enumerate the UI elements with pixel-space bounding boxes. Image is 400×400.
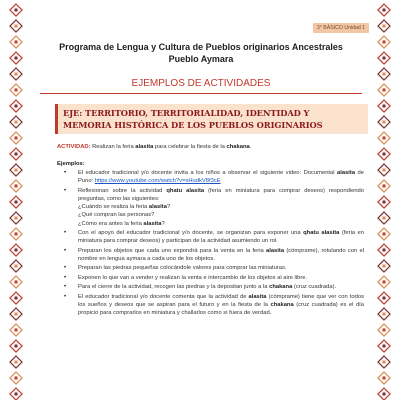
list-item	[64, 247, 364, 263]
item-text: Preparan las piedras pequeñas colocándole valores para comprar las miniaturas.	[78, 265, 287, 272]
item-text: (feria en miniatura para comprar deseos) y participan de la actividad asumiendo un rol.	[78, 230, 364, 245]
border-dot	[383, 57, 386, 60]
item-text: Para el cierre de la actividad, recogen las piedras y la depositan junto a la	[78, 284, 270, 291]
border-dot	[383, 233, 386, 236]
border-dot	[383, 153, 386, 156]
border-dot	[383, 89, 386, 92]
border-dot	[15, 345, 18, 348]
border-dot	[15, 361, 18, 364]
left-border-pattern	[9, 0, 23, 400]
item-term: qhatu alasita	[166, 187, 205, 194]
bullet-icon: •	[64, 187, 67, 194]
right-border-pattern	[377, 0, 391, 400]
item-text: (cómprame), rotulando con el nombre en lengua aymara a cada uno de los objetos.	[78, 247, 364, 262]
item-term: chakana	[269, 284, 293, 291]
item-term: qhatu alasita	[303, 230, 340, 237]
item-term: alasita	[266, 247, 285, 254]
border-dot	[383, 329, 386, 332]
bullet-icon: •	[64, 230, 67, 237]
border-dot	[15, 329, 18, 332]
border-dot	[15, 73, 18, 76]
list-item	[64, 274, 364, 282]
item-text: (cruz cuadrada).	[292, 284, 337, 291]
actividad-text: para celebrar la fiesta de la	[153, 144, 227, 150]
border-dot	[15, 137, 18, 140]
border-dot	[15, 169, 18, 172]
border-dot	[383, 185, 386, 188]
border-dot	[383, 393, 386, 396]
bullet-icon: •	[64, 265, 67, 272]
border-dot	[15, 217, 18, 220]
border-dot	[15, 313, 18, 316]
border-dot	[383, 361, 386, 364]
section-title: EJEMPLOS DE ACTIVIDADES	[131, 78, 271, 89]
item-text: Exponen lo que van a vender y realizan la venta e intercambio de los objetos al aire libre.	[78, 274, 308, 281]
border-dot	[15, 41, 18, 44]
bullet-icon: •	[64, 284, 67, 291]
section-underline	[40, 93, 362, 94]
item-text: Reflexionan sobre la actividad	[78, 187, 167, 194]
item-text: Con el apoyo del educador tradicional y/o docente, se organizan para exponer una	[78, 230, 304, 237]
border-dot	[383, 201, 386, 204]
question-text: ?	[161, 220, 165, 227]
actividad-label: ACTIVIDAD:	[57, 144, 91, 150]
border-dot	[15, 281, 18, 284]
item-text: El educador tradicional y/o docente comenta que la actividad de	[78, 293, 249, 300]
actividad-term: alasita	[135, 144, 154, 150]
border-dot	[15, 57, 18, 60]
bullet-icon: •	[64, 247, 67, 254]
question-text: ¿Qué compran las personas?	[78, 212, 155, 219]
list-item	[64, 187, 364, 228]
item-term: chakana	[270, 302, 294, 309]
border-dot	[15, 377, 18, 380]
border-dot	[383, 313, 386, 316]
list-item	[64, 293, 364, 318]
border-dot	[383, 73, 386, 76]
border-dot	[15, 105, 18, 108]
border-dot	[383, 137, 386, 140]
bullet-icon: •	[64, 274, 67, 281]
border-dot	[15, 233, 18, 236]
left-decorative-border	[9, 0, 23, 400]
item-text: (cómprame) tiene que ver con todos los sueños y deseos que se aspiran para el futuro y en la fiesta de la	[78, 293, 364, 309]
eje-box	[55, 104, 368, 134]
border-dot	[383, 41, 386, 44]
border-dot	[383, 265, 386, 268]
eje-title-line-1: EJE: TERRITORIO, TERRITORIALIDAD, IDENTIDAD Y	[63, 108, 310, 118]
list-item	[64, 169, 364, 185]
item-text: (cruz cuadrada) es el día propicio para comprarlos en miniatura y challarlos como si fuera de verdad.	[78, 302, 364, 317]
border-dot	[383, 9, 386, 12]
list-item	[64, 264, 364, 272]
item-term: alasita	[143, 220, 162, 227]
right-decorative-border	[377, 0, 391, 400]
item-text: Preparan los objetos que cada uno expondrá para la venta en la feria	[78, 247, 266, 254]
examples-list	[64, 169, 364, 319]
eje-title-line-2: MEMORIA HISTÓRICA DE LOS PUEBLOS ORIGINARIOS	[63, 120, 323, 130]
border-dot	[15, 393, 18, 396]
border-dot	[383, 249, 386, 252]
item-text: El educador tradicional y/o docente invita a los niños a observar el siguiente video: Documental	[78, 170, 338, 176]
video-link[interactable]: https://www.youtube.com/watch?v=xHudkV8f3cE	[94, 178, 221, 185]
border-dot	[15, 25, 18, 28]
border-dot	[383, 217, 386, 220]
item-term: alasita	[148, 204, 167, 211]
actividad-text: .	[249, 144, 252, 150]
actividad-paragraph	[57, 143, 367, 151]
item-term: alasita	[337, 170, 356, 176]
border-dot	[383, 121, 386, 124]
border-dot	[15, 185, 18, 188]
border-dot	[383, 345, 386, 348]
border-dot	[15, 265, 18, 268]
border-dot	[15, 89, 18, 92]
border-dot	[383, 169, 386, 172]
border-dot	[383, 25, 386, 28]
list-item	[64, 229, 364, 245]
border-dot	[15, 249, 18, 252]
program-title: Programa de Lengua y Cultura de Pueblos originarios Ancestrales	[59, 42, 343, 52]
border-dot	[15, 201, 18, 204]
border-dot	[15, 153, 18, 156]
border-dot	[383, 281, 386, 284]
question-text: ?	[166, 204, 171, 211]
bullet-icon: •	[64, 170, 67, 176]
border-dot	[15, 9, 18, 12]
border-dot	[383, 297, 386, 300]
actividad-text: Realizan la feria	[90, 144, 136, 150]
item-text: (feria en miniatura para comprar deseos) respondiendo preguntas, como las siguientes:	[78, 187, 365, 202]
program-subtitle: Pueblo Aymara	[168, 54, 234, 64]
bullet-icon: •	[64, 293, 67, 300]
item-text: de Puno:	[78, 170, 364, 185]
grade-badge: 3° BÁSICO Unidad 1	[313, 23, 369, 33]
list-item	[64, 283, 364, 291]
actividad-term: chakana	[226, 144, 250, 150]
border-dot	[383, 377, 386, 380]
border-dot	[15, 297, 18, 300]
border-dot	[383, 105, 386, 108]
ejemplos-label: Ejemplos:	[57, 161, 85, 167]
item-term: alasita	[248, 293, 267, 300]
question-text: ¿Cómo era antes la feria	[78, 220, 144, 227]
question-text: ¿Cuándo se realiza la feria	[78, 204, 149, 211]
border-dot	[15, 121, 18, 124]
